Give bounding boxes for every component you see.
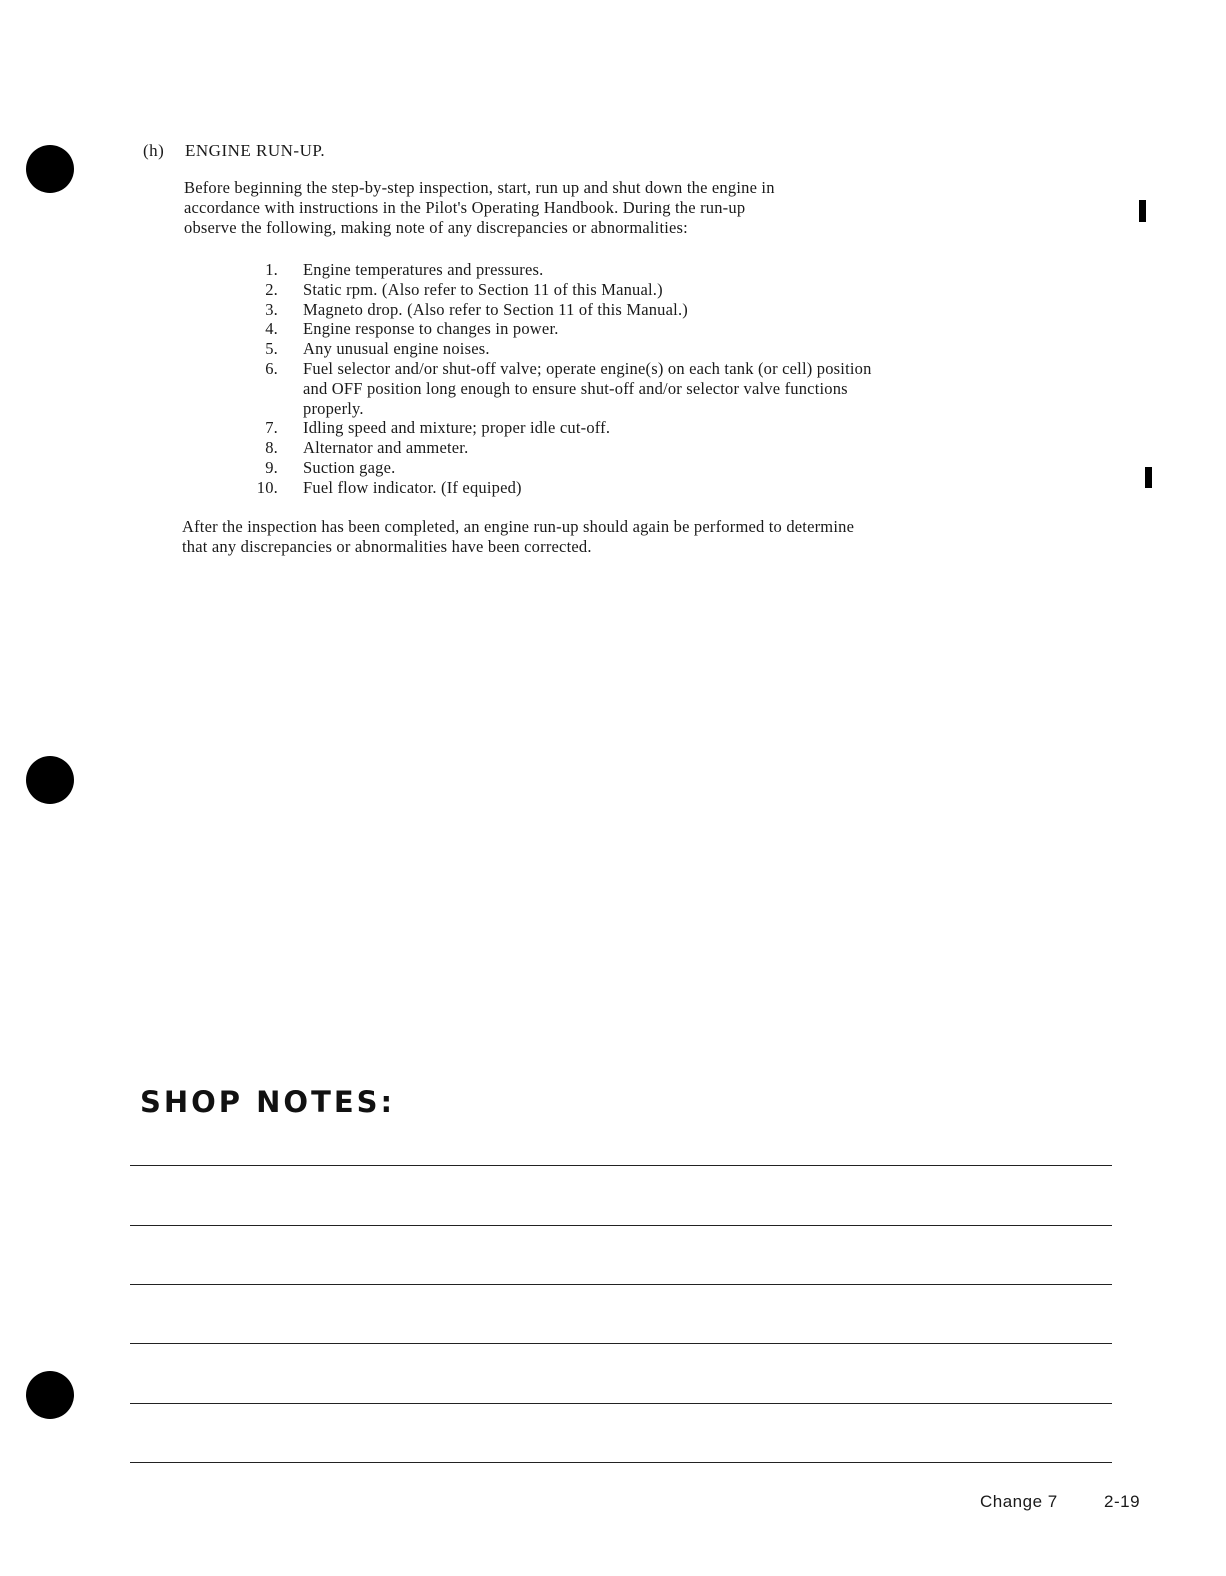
item-text: Static rpm. (Also refer to Section 11 of this Manual.) — [303, 279, 663, 299]
section-title: ENGINE RUN-UP. — [185, 141, 326, 160]
shop-notes-heading: SHOP NOTES: — [140, 1085, 396, 1119]
checklist-item — [244, 319, 872, 339]
checklist-item — [244, 418, 872, 438]
closing-paragraph — [182, 517, 854, 557]
item-number: 8. — [265, 438, 278, 458]
punch-hole-bottom — [26, 1371, 74, 1419]
shop-notes-line — [130, 1225, 1112, 1226]
section-ref: (h) — [143, 141, 165, 160]
item-text: Engine temperatures and pressures. — [303, 260, 544, 279]
item-text: Suction gage. — [303, 457, 396, 477]
item-text: Idling speed and mixture; proper idle cut-off. — [303, 418, 611, 438]
shop-notes-line — [130, 1343, 1112, 1344]
item-number: 7. — [265, 418, 278, 438]
checklist-item — [244, 339, 872, 359]
item-text: Alternator and ammeter. — [303, 438, 469, 458]
shop-notes-line — [130, 1462, 1112, 1463]
change-bar-intro — [1139, 200, 1146, 222]
item-text: Any unusual engine noises. — [303, 339, 490, 359]
run-up-checklist — [244, 260, 872, 498]
item-number: 4. — [265, 319, 278, 339]
section-heading — [143, 141, 325, 161]
checklist-item — [244, 359, 872, 418]
item-text: Magneto drop. (Also refer to Section 11 of this Manual.) — [303, 299, 688, 319]
closing-line: After the inspection has been completed, an engine run-up should again be performed to determine — [182, 517, 855, 536]
checklist-item — [244, 300, 872, 320]
punch-hole-middle — [26, 756, 74, 804]
item-number: 2. — [265, 279, 278, 299]
item-text: Engine response to changes in power. — [303, 319, 559, 339]
checklist-item — [244, 458, 872, 478]
punch-hole-top — [26, 145, 74, 193]
footer-change-number: Change 7 — [980, 1492, 1058, 1511]
item-number: 1. — [265, 260, 278, 279]
item-number: 5. — [265, 339, 278, 359]
intro-line: accordance with instructions in the Pilot's Operating Handbook. During the run-up — [184, 198, 746, 217]
change-bar-item-10 — [1145, 467, 1152, 488]
intro-line: observe the following, making note of any discrepancies or abnormalities: — [184, 218, 688, 237]
item-number: 9. — [265, 457, 278, 477]
shop-notes-line — [130, 1403, 1112, 1404]
checklist-item — [244, 478, 872, 498]
intro-line: Before beginning the step-by-step inspection, start, run up and shut down the engine in — [184, 178, 775, 197]
shop-notes-line — [130, 1284, 1112, 1285]
item-number: 6. — [265, 358, 278, 378]
checklist-item — [244, 280, 872, 300]
shop-notes-line — [130, 1165, 1112, 1166]
checklist-item — [244, 438, 872, 458]
footer-page-number: 2-19 — [1104, 1492, 1141, 1511]
item-text: Fuel selector and/or shut-off valve; operate engine(s) on each tank (or cell) position and OFF position long enough to ensure shut-off and/or selector valve functions properly. — [303, 358, 872, 418]
item-number: 3. — [265, 299, 278, 319]
item-text: Fuel flow indicator. (If equiped) — [303, 477, 522, 497]
closing-line: that any discrepancies or abnormalities have been corrected. — [182, 537, 592, 556]
item-number: 10. — [256, 477, 278, 497]
checklist-item — [244, 260, 872, 280]
intro-paragraph — [184, 178, 775, 238]
